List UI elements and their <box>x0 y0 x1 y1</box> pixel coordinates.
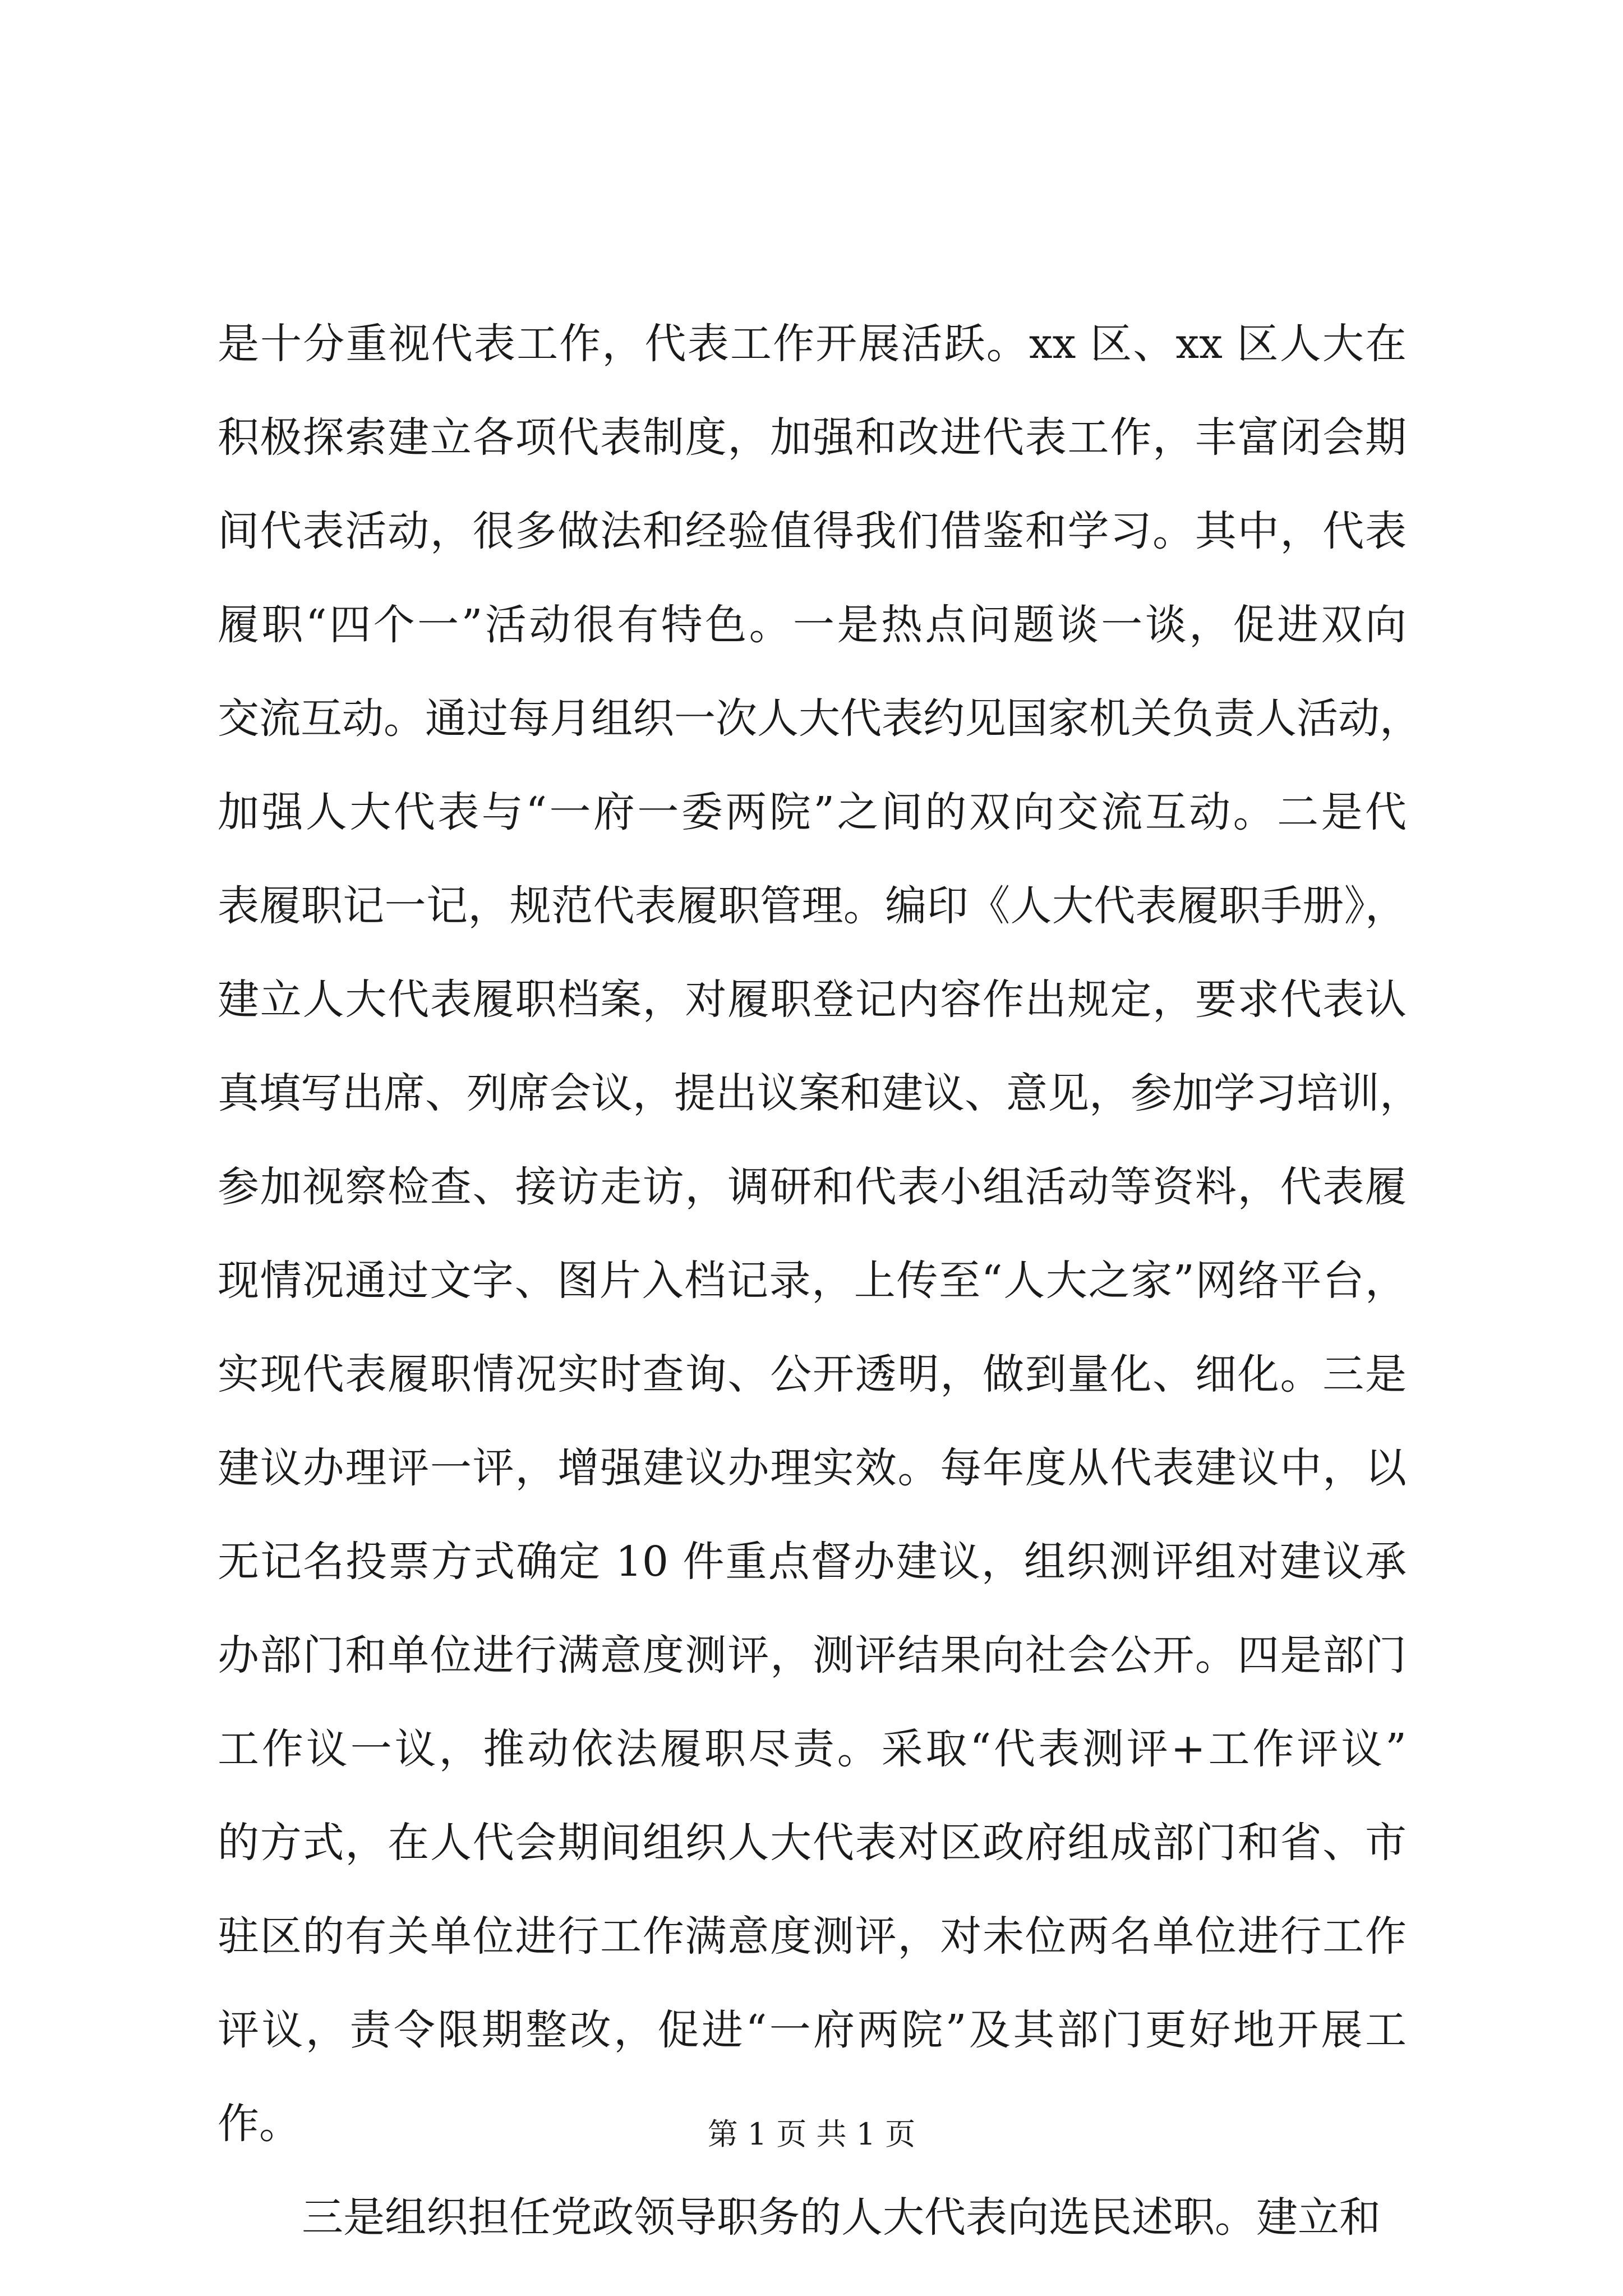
text-line: 建议办理评一评，增强建议办理实效。每年度从代表建议中，以 <box>218 1444 1407 1492</box>
text-line: 的方式，在人代会期间组织人大代表对区政府组成部门和省、市 <box>218 1819 1407 1867</box>
text-line: 表履职记一记，规范代表履职管理。编印《人大代表履职手册》， <box>218 882 1407 930</box>
page-footer: 第 1 页 共 1 页 <box>707 2116 916 2152</box>
text-line: 是十分重视代表工作，代表工作开展活跃。xx 区、xx 区人大在 <box>218 320 1407 368</box>
body-text <box>218 297 1421 2265</box>
text-line: 真填写出席、列席会议，提出议案和建议、意见，参加学习培训， <box>218 1069 1421 1117</box>
text-line: 驻区的有关单位进行工作满意度测评，对未位两名单位进行工作 <box>218 1912 1407 1961</box>
text-line: 加强人大代表与“一府一委两院”之间的双向交流互动。二是代 <box>218 788 1407 836</box>
text-line: 办部门和单位进行满意度测评，测评结果向社会公开。四是部门 <box>218 1631 1407 1680</box>
text-line: 参加视察检查、接访走访，调研和代表小组活动等资料，代表履 <box>218 1163 1407 1211</box>
text-line: 交流互动。通过每月组织一次人大代表约见国家机关负责人活动， <box>218 694 1421 743</box>
text-line: 积极探索建立各项代表制度，加强和改进代表工作，丰富闭会期 <box>218 413 1407 462</box>
text-line: 作。 <box>218 2100 301 2148</box>
text-line: 实现代表履职情况实时查询、公开透明，做到量化、细化。三是 <box>218 1350 1407 1398</box>
text-line: 现情况通过文字、图片入档记录，上传至“人大之家”网络平台， <box>218 1257 1407 1305</box>
text-line: 评议，责令限期整改，促进“一府两院”及其部门更好地开展工 <box>218 2006 1407 2054</box>
text-line: 间代表活动，很多做法和经验值得我们借鉴和学习。其中，代表 <box>218 507 1407 555</box>
text-line: 工作议一议，推动依法履职尽责。采取“代表测评+工作评议” <box>218 1725 1407 1773</box>
paragraph-start-line: 三是组织担任党政领导职务的人大代表向选民述职。建立和 <box>302 2193 1381 2242</box>
text-line: 无记名投票方式确定 10 件重点督办建议，组织测评组对建议承 <box>218 1538 1407 1586</box>
text-line: 履职“四个一”活动很有特色。一是热点问题谈一谈，促进双向 <box>218 601 1407 649</box>
text-line: 建立人大代表履职档案，对履职登记内容作出规定，要求代表认 <box>218 976 1407 1024</box>
